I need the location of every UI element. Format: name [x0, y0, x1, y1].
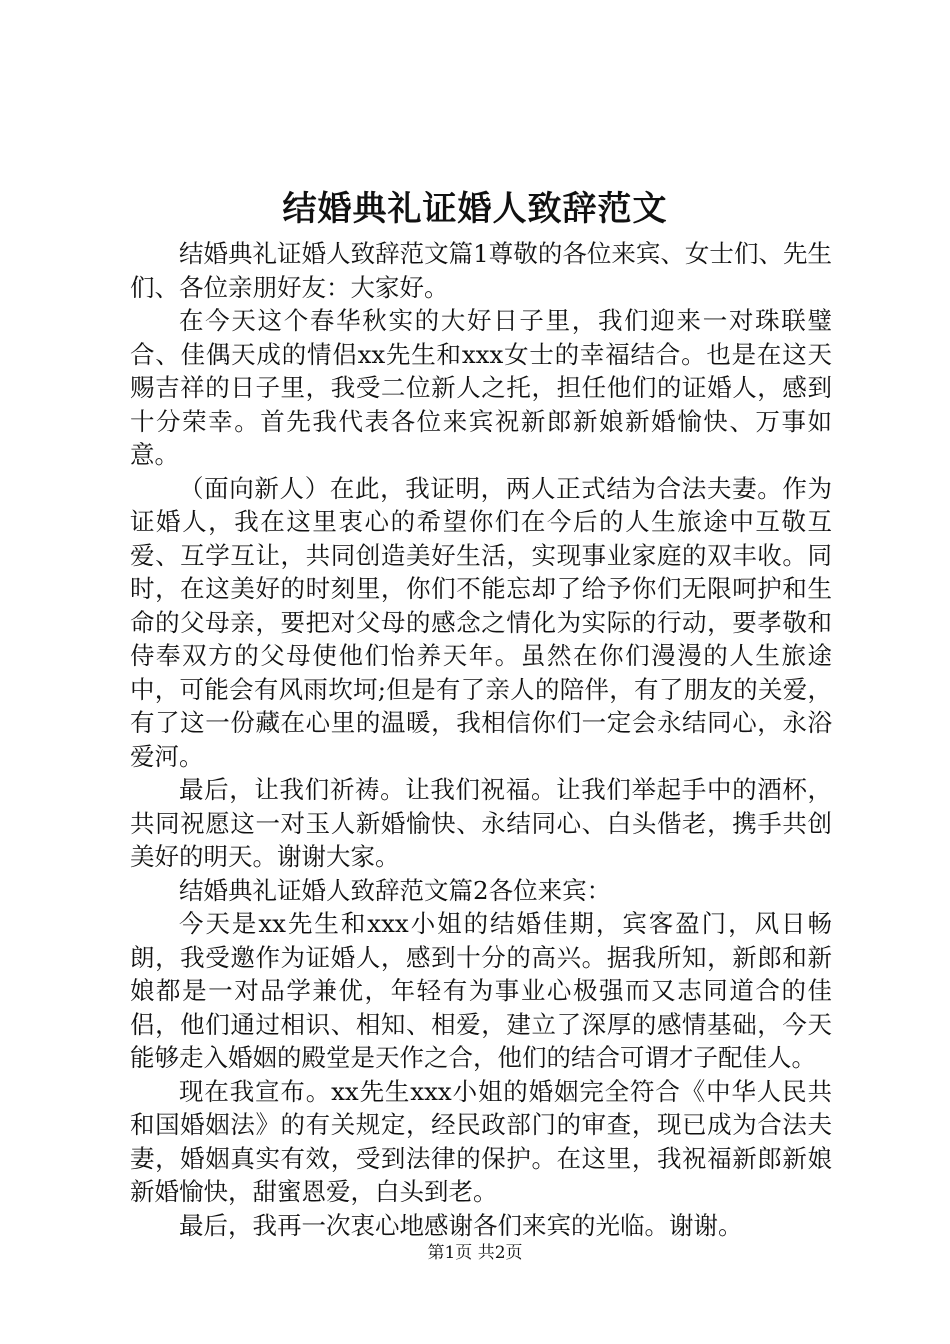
page-number-footer: 第1页 共2页 — [427, 1243, 523, 1263]
document-title: 结婚典礼证婚人致辞范文 — [282, 189, 668, 229]
paragraph-4: 最后，让我们祈祷。让我们祝福。让我们举起手中的酒杯，共同祝愿这一对玉人新婚愉快、永结同心、白头偕老，携手共创美好的明天。谢谢大家。 — [130, 775, 832, 871]
paragraph-2: 在今天这个春华秋实的大好日子里，我们迎来一对珠联璧合、佳偶天成的情侣xx先生和xxx女士的幸福结合。也是在这天赐吉祥的日子里，我受二位新人之托，担任他们的证婚人，感到十分荣幸。首先我代表各位来宾祝新郎新娘新婚愉快、万事如意。 — [130, 306, 832, 469]
paragraph-1: 结婚典礼证婚人致辞范文篇1尊敬的各位来宾、女士们、先生们、各位亲朋好友：大家好。 — [130, 239, 832, 302]
paragraph-5: 结婚典礼证婚人致辞范文篇2各位来宾： — [179, 875, 612, 905]
document-body — [130, 237, 832, 1242]
paragraph-3: （面向新人）在此，我证明，两人正式结为合法夫妻。作为证婚人，我在这里衷心的希望你们在今后的人生旅途中互敬互爱、互学互让，共同创造美好生活，实现事业家庭的双丰收。同时，在这美好的时刻里，你们不能忘却了给予你们无限呵护和生命的父母亲，要把对父母的感念之情化为实际的行动，要孝敬和侍奉双方的父母使他们怡养天年。虽然在你们漫漫的人生旅途中，可能会有风雨坎坷;但是有了亲人的陪伴，有了朋友的关爱，有了这一份藏在心里的温暖，我相信你们一定会永结同心，永浴爱河。 — [130, 473, 832, 771]
paragraph-7: 现在我宣布。xx先生xxx小姐的婚姻完全符合《中华人民共和国婚姻法》的有关规定，经民政部门的审查，现已成为合法夫妻，婚姻真实有效，受到法律的保护。在这里，我祝福新郎新娘新婚愉快，甜蜜恩爱，白头到老。 — [130, 1076, 832, 1206]
paragraph-8: 最后，我再一次衷心地感谢各们来宾的光临。谢谢。 — [179, 1210, 743, 1240]
paragraph-6: 今天是xx先生和xxx小姐的结婚佳期，宾客盈门，风日畅朗，我受邀作为证婚人，感到十分的高兴。据我所知，新郎和新娘都是一对品学兼优，年轻有为事业心极强而又志同道合的佳侣，他们通过相识、相知、相爱，建立了深厚的感情基础，今天能够走入婚姻的殿堂是天作之合，他们的结合可谓才子配佳人。 — [130, 909, 832, 1072]
